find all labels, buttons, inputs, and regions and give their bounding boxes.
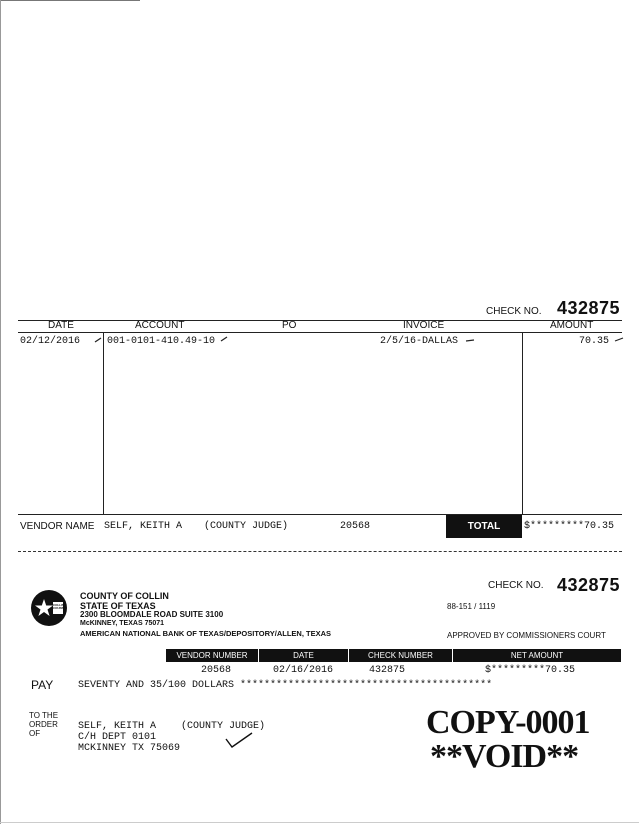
void-stamp: **VOID** [430,738,579,775]
scan-edge-bottom [0,822,639,823]
stub-col-divider-1 [103,332,104,514]
copy-stamp: COPY-0001 [426,704,590,741]
col-header-po: PO [282,320,297,331]
payee-line-1: SELF, KEITH A [78,721,157,732]
stub-top-rule [18,320,622,321]
col-header-date: DATE [48,320,74,331]
val-net-amount: $*********70.35 [485,665,576,676]
vendor-name-label: VENDOR NAME [20,521,95,532]
hdr-date: DATE [293,651,314,660]
total-amount: $*********70.35 [524,521,615,532]
perforation-line [18,551,622,552]
total-label: TOTAL [446,515,522,538]
org-name: COUNTY OF COLLIN [80,591,169,601]
order-label-3: OF [29,729,41,738]
payee-line-2: C/H DEPT 0101 [78,732,157,743]
org-address-2: McKINNEY, TEXAS 75071 [80,620,165,627]
stub-bottom-rule [18,514,622,515]
bank-name: AMERICAN NATIONAL BANK OF TEXAS/DEPOSITORY/ALLEN, TEXAS [80,629,331,638]
pay-amount-words: SEVENTY AND 35/100 DOLLARS ****************************************** [78,680,493,691]
order-label-1: TO THE [29,711,59,720]
hdr-check-number: CHECK NUMBER [368,651,433,660]
row-account: 001-0101-410.49-10 [107,336,216,347]
checkmark-icon [614,337,624,343]
stub-col-divider-2 [522,332,523,514]
scan-edge-top [0,0,140,1]
vendor-title: (COUNTY JUDGE) [204,521,289,532]
hdr-net-amount: NET AMOUNT [510,651,564,660]
checkmark-icon [224,730,254,750]
approved-text: APPROVED BY COMMISSIONERS COURT [447,631,606,640]
pay-label: PAY [31,678,54,692]
check-no: 432875 [557,575,621,595]
checkmark-icon [94,337,102,343]
stub-table [18,320,622,538]
val-vendor-number: 20568 [201,665,232,676]
vendor-name: SELF, KEITH A [104,521,183,532]
col-header-account: ACCOUNT [135,320,185,331]
val-check-number: 432875 [369,665,406,676]
val-date: 02/16/2016 [273,665,334,676]
stub-check-no: 432875 [557,298,621,318]
payee-title: (COUNTY JUDGE) [181,721,266,732]
routing-number: 88-151 / 1119 [447,602,496,611]
stub-header-rule [18,332,622,333]
col-header-amount: AMOUNT [550,320,594,331]
org-address-1: 2300 BLOOMDALE ROAD SUITE 3100 [80,610,224,619]
vendor-number: 20568 [340,521,371,532]
scan-edge-left [0,0,1,824]
stub-check-no-label: CHECK NO. [486,306,542,317]
payee-line-3: MCKINNEY TX 75069 [78,743,181,754]
hdr-vendor-number: VENDOR NUMBER [176,651,248,660]
county-seal-logo [31,590,67,626]
tick-mark-icon [465,339,475,343]
seal-text: COLLIN COUNTY [53,603,66,610]
checkmark-icon [220,336,228,342]
check-no-label: CHECK NO. [488,580,544,591]
row-invoice: 2/5/16-DALLAS [380,336,459,347]
org-state: STATE OF TEXAS [80,601,156,611]
col-header-invoice: INVOICE [403,320,445,331]
row-amount: 70.35 [579,336,610,347]
row-date: 02/12/2016 [20,336,81,347]
order-label-2: ORDER [29,720,58,729]
check-table-header [166,649,621,662]
